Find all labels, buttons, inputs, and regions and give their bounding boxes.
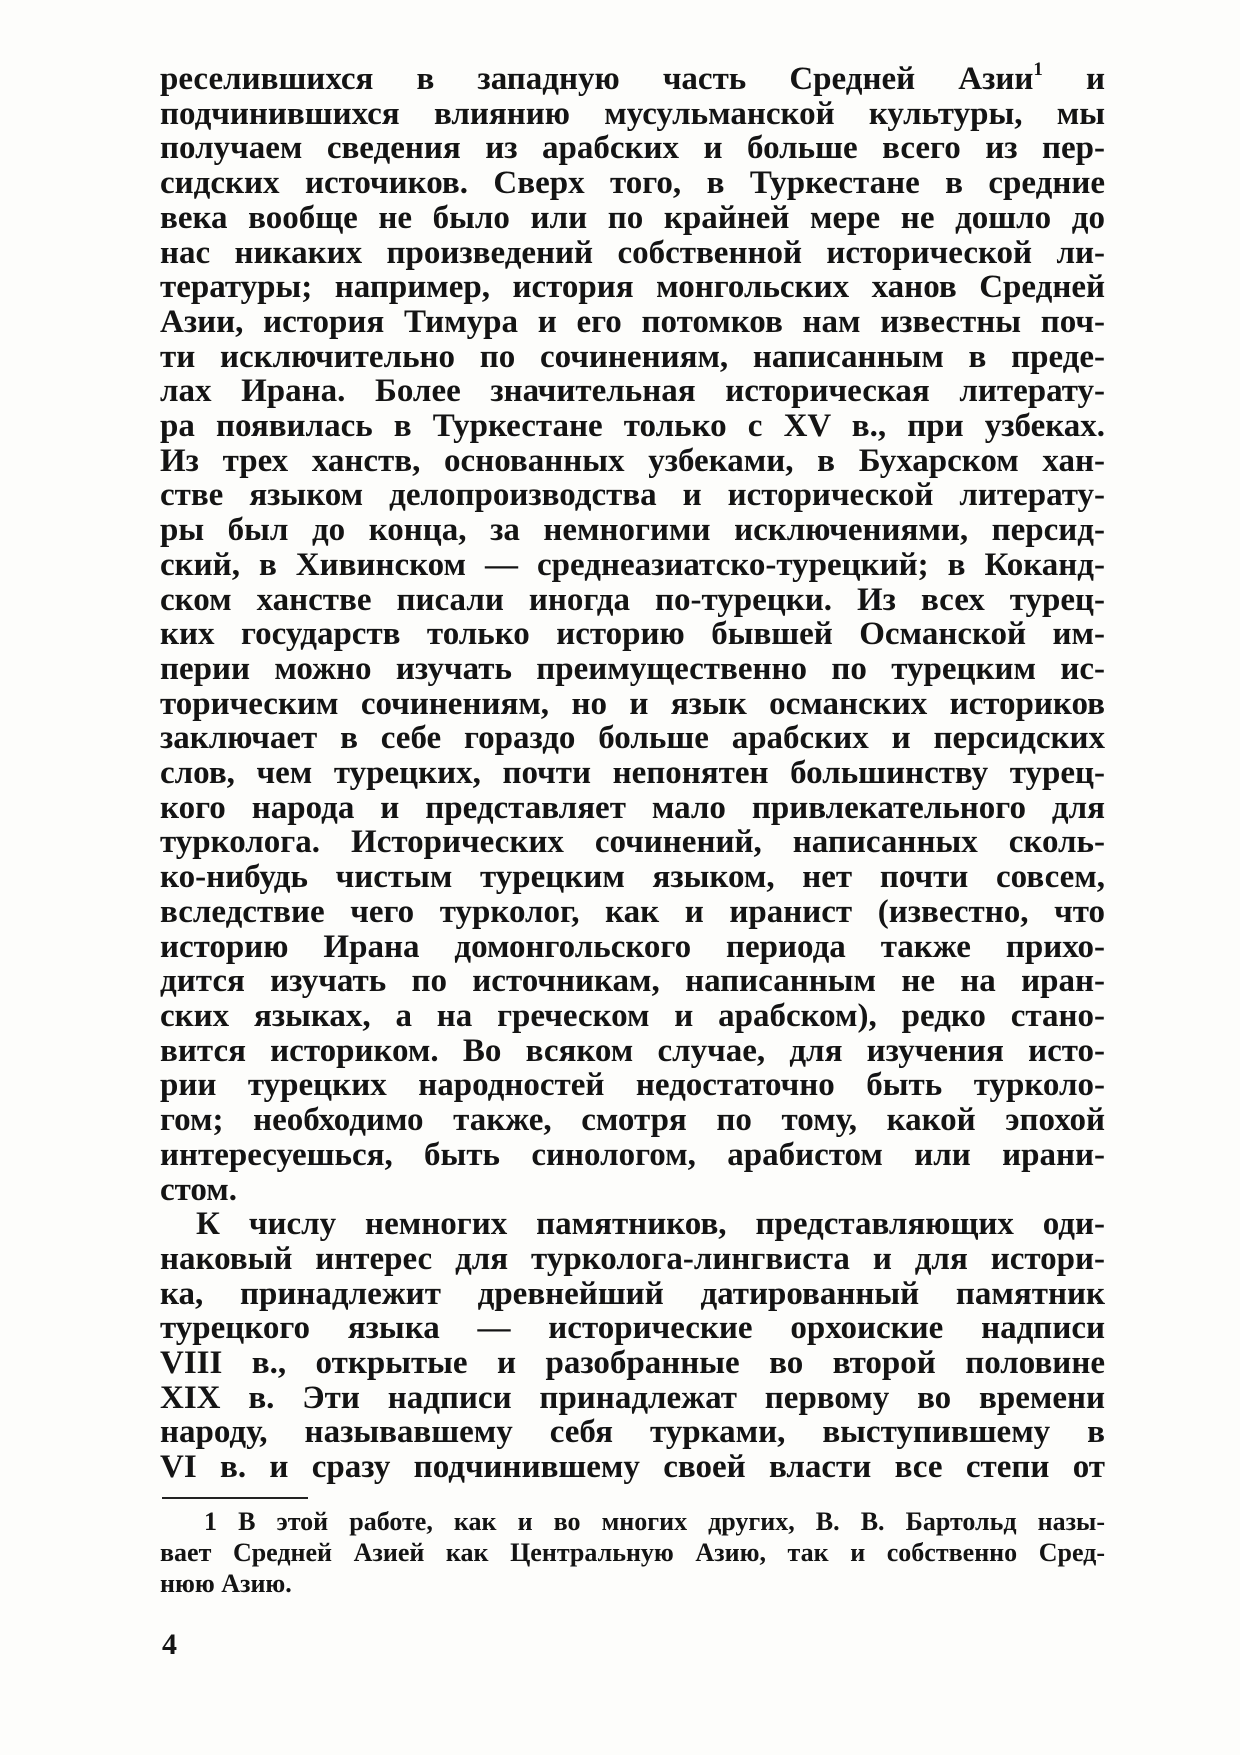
text-line-3: получаем сведения из арабских и больше всего из пер- (160, 130, 1105, 167)
footnote-line-3: нюю Азию. (160, 1569, 292, 1598)
text-line-30: рии турецких народностей недостаточно быть турколо- (160, 1067, 1105, 1104)
footnote-line-2: вает Средней Азией как Центральную Азию, так и собственно Сред- (160, 1538, 1105, 1567)
text-line-4: сидских источиков. Сверх того, в Туркестане в средние (160, 165, 1105, 202)
text-line-19: торическим сочинениям, но и язык османских историков (160, 685, 1105, 722)
text-line-6: нас никаких произведений собственной исторической ли- (160, 234, 1105, 271)
text-line-31: гом; необходимо также, смотря по тому, какой эпохой (160, 1102, 1105, 1139)
text-line-40: народу, называвшему себя турками, выступившему в (160, 1414, 1105, 1451)
text-line-27: дится изучать по источникам, написанным не на иран- (160, 963, 1105, 1000)
footnote-marker: 1 (1033, 59, 1043, 80)
text-line-32: интересуешься, быть синологом, арабистом или ирани- (160, 1136, 1105, 1173)
text-line-37: турецкого языка — исторические орхоиские надписи (160, 1310, 1105, 1347)
text-line-21: слов, чем турецких, почти непонятен большинству турец- (160, 755, 1105, 792)
text-line-14: ры был до конца, за немногими исключениями, персид- (160, 512, 1105, 549)
text-line-22: кого народа и представляет мало привлекательного для (160, 789, 1105, 826)
text-line-5: века вообще не было или по крайней мере не дошло до (160, 199, 1105, 236)
main-text (160, 59, 1105, 1486)
text-line-25: вследствие чего турколог, как и иранист (известно, что (160, 893, 1105, 930)
text-line-41: VI в. и сразу подчинившему своей власти все степи от (160, 1449, 1105, 1486)
text-line-1-start: реселившихся в западную часть Средней Азии (160, 61, 1034, 97)
text-line-39: XIX в. Эти надписи принадлежат первому во времени (160, 1379, 1105, 1416)
text-line-2: подчинившихся влиянию мусульманской культуры, мы (160, 95, 1105, 132)
text-line-17: ких государств только историю бывшей Османской им- (160, 616, 1105, 653)
text-line-13: стве языком делопроизводства и исторической литерату- (160, 477, 1105, 514)
page-number: 4 (162, 1628, 177, 1661)
text-line-9: ти исключительно по сочинениям, написанным в преде- (160, 338, 1105, 375)
text-line-33: стом. (160, 1171, 238, 1208)
footnote-line-1: 1 В этой работе, как и во многих других, В. В. Бартольд назы- (204, 1507, 1105, 1536)
text-line-35: наковый интерес для турколога-лингвиста и для истори- (160, 1240, 1105, 1277)
text-line-16: ском ханстве писали иногда по-турецки. Из всех турец- (160, 581, 1105, 618)
text-line-20: заключает в себе гораздо больше арабских и персидских (160, 720, 1105, 757)
text-line-11: ра появилась в Туркестане только с XV в., при узбеках. (160, 408, 1105, 445)
text-line-12: Из трех ханств, основанных узбеками, в Бухарском хан- (160, 442, 1105, 479)
footnote-divider (162, 1497, 308, 1499)
text-line-29: вится историком. Во всяком случае, для изучения исто- (160, 1032, 1105, 1069)
text-line-15: ский, в Хивинском — среднеазиатско-турецкий; в Коканд- (160, 546, 1105, 583)
text-line-38: VIII в., открытые и разобранные во второй половине (160, 1345, 1105, 1382)
text-line-28: ских языках, а на греческом и арабском), редко стано- (160, 997, 1105, 1034)
text-line-1 (160, 59, 1105, 97)
text-line-1-end: и (1085, 61, 1105, 97)
text-line-8: Азии, история Тимура и его потомков нам известны поч- (160, 303, 1105, 340)
text-line-10: лах Ирана. Более значительная историческая литерату- (160, 373, 1105, 410)
text-line-36: ка, принадлежит древнейший датированный памятник (160, 1275, 1105, 1312)
text-line-24: ко-нибудь чистым турецким языком, нет почти совсем, (160, 859, 1105, 896)
text-line-23: турколога. Исторических сочинений, написанных сколь- (160, 824, 1105, 861)
text-line-18: перии можно изучать преимущественно по турецким ис- (160, 650, 1105, 687)
text-line-7: тературы; например, история монгольских ханов Средней (160, 269, 1105, 306)
text-line-34: К числу немногих памятников, представляющих оди- (196, 1206, 1105, 1243)
footnote (160, 1506, 1105, 1599)
text-line-26: историю Ирана домонгольского периода также прихо- (160, 928, 1105, 965)
